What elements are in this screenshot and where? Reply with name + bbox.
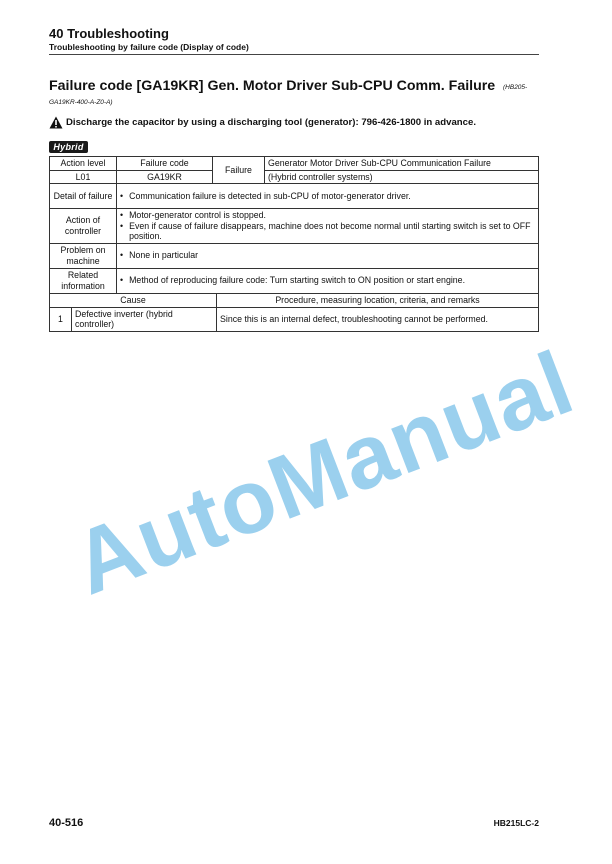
procedure-text: Since this is an internal defect, troubleshooting cannot be performed. [217, 307, 539, 331]
table-row [50, 268, 539, 293]
problem-label: Problem on machine [50, 243, 117, 268]
watermark-text: AutoManual [60, 332, 587, 615]
action-item: Motor-generator control is stopped. [129, 210, 267, 220]
warning-triangle-icon [49, 116, 63, 129]
model-number: HB215LC-2 [493, 818, 539, 828]
cause-table [49, 293, 539, 332]
section-subtitle: Troubleshooting by failure code (Display of code) [49, 42, 249, 52]
failure-info-table [49, 156, 539, 294]
failure-label: Failure [213, 157, 265, 184]
header-divider [49, 54, 539, 55]
detail-content: • Communication failure is detected in sub-CPU of motor-generator driver. [117, 184, 539, 209]
related-content: • Method of reproducing failure code: Turn starting switch to ON position or start engine. [117, 268, 539, 293]
cause-header: Cause [50, 294, 217, 308]
table-row [50, 243, 539, 268]
problem-item: None in particular [129, 250, 199, 261]
action-content: • Motor-generator control is stopped. • Even if cause of failure disappears, machine does not become normal until starting switch is set to OFF position. [117, 209, 539, 244]
failure-description-line1: Generator Motor Driver Sub-CPU Communication Failure [265, 157, 539, 171]
table-row [50, 184, 539, 209]
procedure-header: Procedure, measuring location, criteria, and remarks [217, 294, 539, 308]
failure-code-value: GA19KR [117, 170, 213, 184]
detail-item: Communication failure is detected in sub-CPU of motor-generator driver. [129, 190, 411, 201]
section-title: 40 Troubleshooting [49, 26, 169, 41]
action-item: Even if cause of failure disappears, machine does not become normal until starting switch is set to OFF position. [129, 220, 531, 241]
table-row [50, 209, 539, 244]
page-number: 40-516 [49, 817, 84, 829]
hybrid-badge: Hybrid [49, 141, 88, 153]
table-row [50, 294, 539, 308]
cause-text: Defective inverter (hybrid controller) [72, 307, 217, 331]
related-item: Method of reproducing failure code: Turn starting switch to ON position or start engine. [129, 275, 466, 286]
cause-number: 1 [50, 307, 72, 331]
action-label: Action of controller [50, 209, 117, 244]
warning-text: Discharge the capacitor by using a discharging tool (generator): 796-426-1800 in advance. [66, 117, 476, 128]
failure-code-title: Failure code [GA19KR] Gen. Motor Driver Sub-CPU Comm. Failure [49, 78, 496, 94]
action-level-header: Action level [50, 157, 117, 171]
warning-notice [49, 116, 476, 129]
failure-code-header: Failure code [117, 157, 213, 171]
document-ref-part1: (HB205- [503, 84, 528, 91]
table-row [50, 170, 539, 184]
action-level-value: L01 [50, 170, 117, 184]
document-ref-part2: GA19KR-400-A-Z0-A) [49, 99, 113, 106]
table-row [50, 307, 539, 331]
related-label: Related information [50, 268, 117, 293]
problem-content: • None in particular [117, 243, 539, 268]
table-row [50, 157, 539, 171]
failure-description-line2: (Hybrid controller systems) [265, 170, 539, 184]
detail-label: Detail of failure [50, 184, 117, 209]
